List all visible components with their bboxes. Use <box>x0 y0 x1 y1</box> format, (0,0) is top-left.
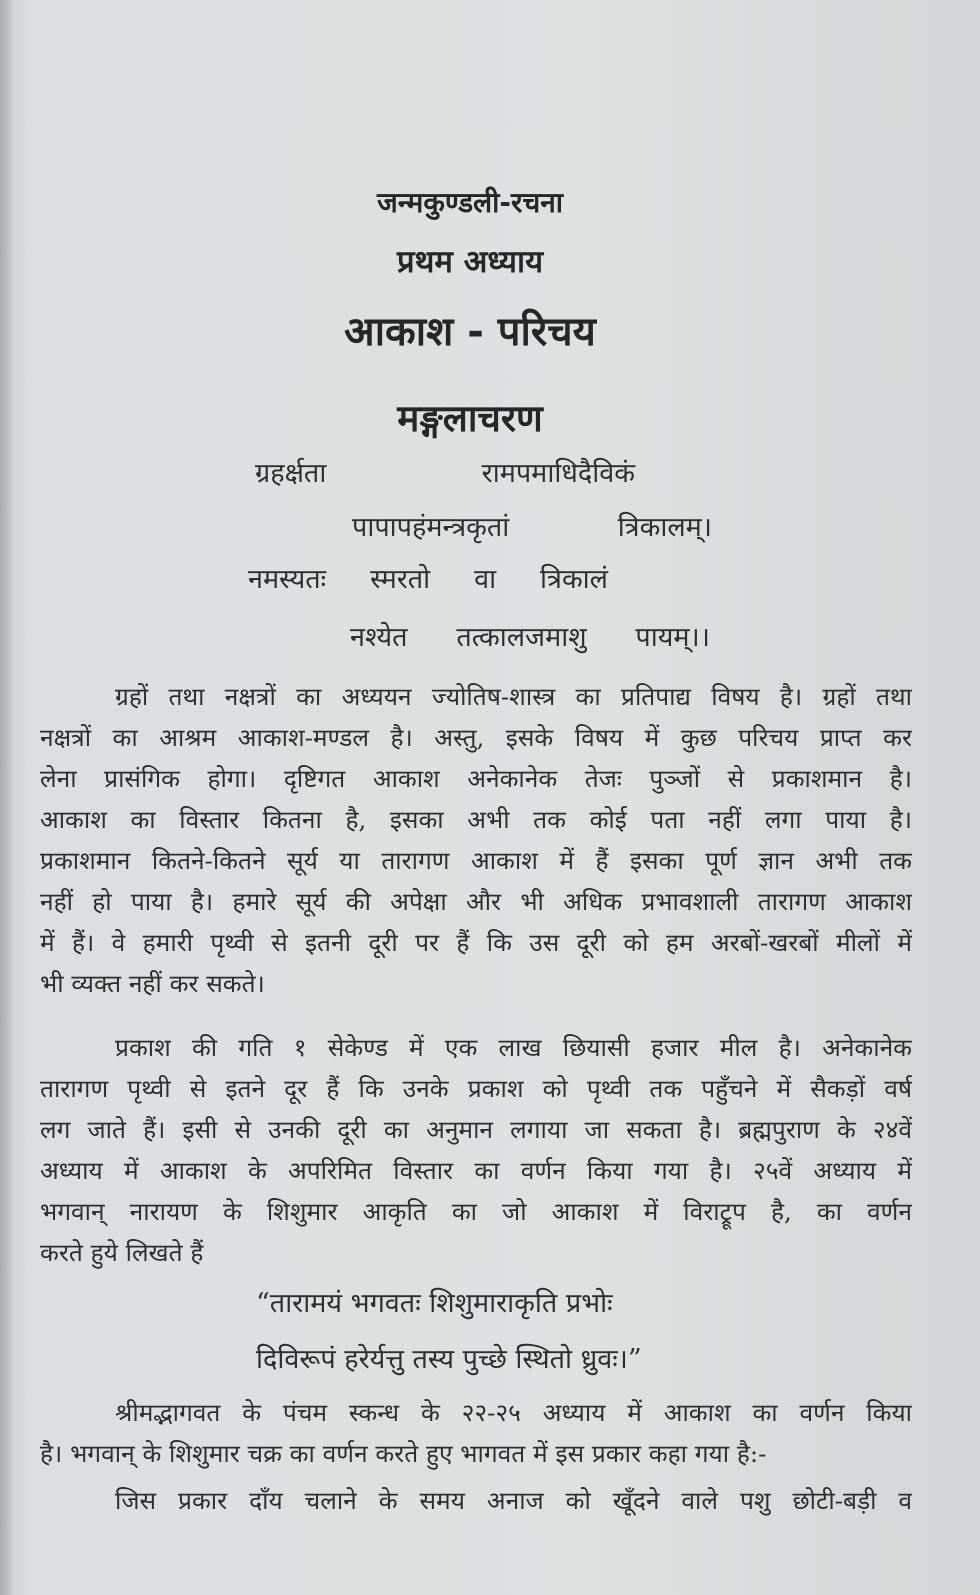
text-line: नहीं हो पाया है। हमारे सूर्य की अपेक्षा और भी अधिक प्रभावशाली तारागण आकाश <box>40 887 912 916</box>
verse-line-1 <box>255 453 635 490</box>
paragraph-1 <box>40 676 912 1004</box>
text-line: तारागण पृथ्वी से इतने दूर हैं कि उनके प्रकाश को पृथ्वी तक पहुँचने में सैकड़ों वर्ष <box>40 1074 912 1103</box>
verse-word: स्मरतो <box>370 564 431 595</box>
verse-line-3 <box>248 559 608 596</box>
verse-word: पापापहंमन्त्रकृतां <box>352 512 510 543</box>
text-line: लेना प्रासंगिक होगा। दृष्टिगत आकाश अनेकानेक तेजः पुञ्जों से प्रकाशमान है। <box>40 764 912 793</box>
chapter-title: आकाश - परिचय <box>344 309 596 355</box>
chapter-number: प्रथम अध्याय <box>396 244 544 280</box>
quote-line-2: दिविरूपं हरेर्यत्तु तस्य पुच्छे स्थितो ध्रुवः।” <box>256 1344 642 1375</box>
text-line: प्रकाशमान कितने-कितने सूर्य या तारागण आकाश में हैं इसका पूर्ण ज्ञान अभी तक <box>40 846 912 875</box>
verse-word: ग्रहर्क्षता <box>255 458 327 489</box>
verse-word: त्रिकालम्। <box>617 512 712 543</box>
verse-word: तत्कालजमाशु <box>456 622 587 653</box>
verse-line-2 <box>352 507 712 544</box>
text-line: प्रकाश की गति १ सेकेण्ड में एक लाख छियासी हजार मील है। अनेकानेक <box>115 1033 912 1062</box>
invocation-heading: मङ्गलाचरण <box>397 397 543 440</box>
text-line: भगवान् नारायण के शिशुमार आकृति का जो आकाश में विराट्रूप है, का वर्णन <box>40 1197 912 1226</box>
paragraph-4 <box>40 1480 912 1521</box>
verse-line-4 <box>350 617 710 654</box>
text-line: लग जाते हैं। इसी से उनकी दूरी का अनुमान लगाया जा सकता है। ब्रह्मपुराण के २४वें <box>40 1115 912 1144</box>
book-title: जन्मकुण्डली-रचना <box>376 186 564 219</box>
text-line: करते हुये लिखते हैं <box>40 1238 204 1267</box>
text-line: भी व्यक्त नहीं कर सकते। <box>40 969 265 998</box>
text-line: अध्याय में आकाश के अपरिमित विस्तार का वर्णन किया गया है। २५वें अध्याय में <box>40 1156 912 1185</box>
verse-word: वा <box>474 564 497 595</box>
verse-word: नश्येत <box>350 622 408 653</box>
verse-word: त्रिकालं <box>540 564 608 595</box>
verse-word: रामपमाधिदैविकं <box>481 458 635 489</box>
verse-word: पायम्।। <box>635 622 710 653</box>
text-line: आकाश का विस्तार कितना है, इसका अभी तक कोई पता नहीं लगा पाया है। <box>40 805 912 834</box>
paragraph-2 <box>40 1027 912 1273</box>
verse-word: नमस्यतः <box>248 564 327 595</box>
quote-line-1: “तारामयं भगवतः शिशुमाराकृति प्रभोः <box>256 1288 613 1319</box>
text-line: में हैं। वे हमारी पृथ्वी से इतनी दूरी पर हैं कि उस दूरी को हम अरबों-खरबों मीलों में <box>40 928 912 957</box>
text-line: जिस प्रकार दाँय चलाने के समय अनाज को खूँदने वाले पशु छोटी-बड़ी व <box>115 1486 912 1515</box>
paragraph-3 <box>40 1392 912 1474</box>
text-line: है। भगवान् के शिशुमार चक्र का वर्णन करते हुए भागवत में इस प्रकार कहा गया है:- <box>40 1439 767 1468</box>
text-line: नक्षत्रों का आश्रम आकाश-मण्डल है। अस्तु, इसके विषय में कुछ परिचय प्राप्त कर <box>40 723 912 752</box>
text-line: श्रीमद्भागवत के पंचम स्कन्ध के २२-२५ अध्याय में आकाश का वर्णन किया <box>115 1398 912 1427</box>
text-line: ग्रहों तथा नक्षत्रों का अध्ययन ज्योतिष-शास्त्र का प्रतिपाद्य विषय है। ग्रहों तथा <box>115 682 912 711</box>
